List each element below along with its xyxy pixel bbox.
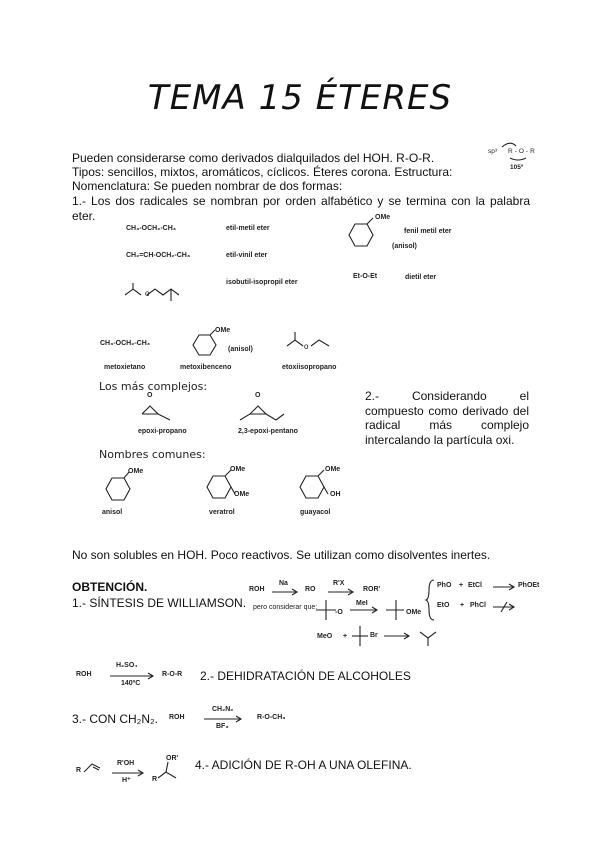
williamson-heading: 1.- SÍNTESIS DE WILLIAMSON. bbox=[72, 596, 247, 610]
name-phenyl-methyl-ether: fenil metil eter bbox=[404, 228, 452, 235]
ome-label-1: OMe bbox=[375, 214, 391, 221]
d-h2so4: H₂SO₄ bbox=[116, 662, 138, 669]
o-h-plus: H⁺ bbox=[122, 777, 131, 784]
ome-guayacol: OMe bbox=[325, 466, 341, 473]
w-br: Br bbox=[370, 632, 378, 639]
intro-line-2: Tipos: sencillos, mixtos, aromáticos, cíclicos. Éteres corona. Estructura: bbox=[72, 165, 453, 179]
c-arrow bbox=[204, 716, 244, 722]
w-brace bbox=[428, 580, 436, 620]
w-phcl: PhCl bbox=[470, 602, 486, 609]
formula-ethyl-vinyl: CH₂=CH-OCH₂-CH₃ bbox=[126, 252, 191, 259]
d-roh: ROH bbox=[76, 671, 92, 678]
epoxypentane-structure bbox=[240, 402, 288, 426]
w-arrow-2 bbox=[328, 589, 356, 595]
formula-methoxyethane: CH₃-OCH₂-CH₃ bbox=[100, 340, 151, 347]
guaiacol-ring bbox=[296, 472, 328, 504]
formula-ethyl-methyl: CH₃-OCH₂-CH₃ bbox=[126, 225, 177, 232]
w-crossed-arrow bbox=[493, 601, 517, 613]
o-r: R bbox=[76, 767, 82, 774]
name-guayacol: guayacol bbox=[300, 509, 331, 516]
intro-line-3: Nomenclatura: Se pueden nombrar de dos formas: bbox=[72, 179, 343, 193]
name-veratrol: veratrol bbox=[209, 509, 235, 516]
name-isobutyl-isopropyl-ether: isobutil-isopropil eter bbox=[226, 279, 298, 286]
ether-structure-diagram bbox=[488, 140, 540, 178]
o-product-skeleton bbox=[158, 760, 184, 784]
c-ch2n2: CH₂N₂ bbox=[212, 706, 234, 713]
o-alkene bbox=[84, 762, 104, 776]
w-rx: R'X bbox=[333, 580, 345, 587]
c-roch3: R-O-CH₃ bbox=[257, 714, 286, 721]
diazomethane-heading: 3.- CON CH₂N₂. bbox=[72, 712, 158, 726]
name-ethyl-vinyl-ether: etil-vinil eter bbox=[226, 252, 268, 259]
obtencion-heading: OBTENCIÓN. bbox=[72, 580, 148, 594]
intro-line-1: Pueden considerarse como derivados dialquilados del HOH. R-O-R. bbox=[72, 151, 435, 165]
heading-mas-complejos: Los más complejos: bbox=[99, 380, 208, 393]
d-arrow bbox=[110, 673, 156, 679]
w-phoet: PhOEt bbox=[518, 582, 540, 589]
w-plus: + bbox=[343, 633, 348, 640]
benzene-ring-2 bbox=[190, 333, 218, 359]
method-2-text: 2.- Considerando el compuesto como derivado del radical más complejo intercalando la partícula oxi. bbox=[365, 389, 529, 447]
intro-line-4: 1.- Los dos radicales se nombran por orden alfabético y se termina con la palabra eter. bbox=[72, 194, 530, 223]
c-roh: ROH bbox=[169, 714, 185, 721]
name-anisol: anisol bbox=[102, 509, 123, 516]
isobutyl-isopropyl-skeleton bbox=[125, 283, 195, 308]
name-metoxibenceno: metoxibenceno bbox=[180, 364, 232, 371]
w-arrow-1 bbox=[272, 589, 300, 595]
name-epoxi-propano: epoxi-propano bbox=[138, 428, 187, 435]
name-epoxi-pentano: 2,3-epoxi-pentano bbox=[238, 428, 298, 435]
ethoxyisopropane-skeleton bbox=[287, 330, 337, 356]
epoxide-o-2: O bbox=[255, 392, 261, 399]
ome-veratrol-1: OMe bbox=[230, 466, 246, 473]
epoxypropane-structure bbox=[140, 402, 176, 424]
o-r-product: R bbox=[152, 776, 158, 783]
w-ror: ROR' bbox=[363, 586, 381, 593]
o-roh: R'OH bbox=[117, 760, 135, 767]
name-etoxiisopropano: etoxiisopropano bbox=[282, 364, 337, 371]
veratrol-ring bbox=[203, 472, 235, 504]
anisol-ring bbox=[102, 474, 132, 504]
w-plus-2: + bbox=[459, 582, 464, 589]
d-ror: R-O-R bbox=[162, 671, 183, 678]
d-temp: 140ºC bbox=[121, 680, 141, 687]
w-meo: MeO bbox=[317, 633, 333, 640]
w-eto: EtO bbox=[437, 602, 450, 609]
w-plus-3: + bbox=[460, 602, 465, 609]
benzene-ring-1 bbox=[345, 222, 375, 250]
formula-diethyl: Et-O-Et bbox=[353, 273, 378, 280]
w-roh: ROH bbox=[249, 586, 265, 593]
dehydration-heading: 2.- DEHIDRATACIÓN DE ALCOHOLES bbox=[200, 669, 411, 683]
heading-nombres-comunes: Nombres comunes: bbox=[99, 448, 206, 461]
w-pho: PhO bbox=[437, 582, 452, 589]
epoxide-o-1: O bbox=[147, 392, 153, 399]
w-ome: OMe bbox=[406, 609, 422, 616]
oh-guayacol: OH bbox=[330, 491, 341, 498]
w-ro: RO bbox=[305, 586, 316, 593]
angle-label: 105º bbox=[510, 164, 524, 171]
w-arrow-3 bbox=[493, 584, 517, 590]
solubility-text: No son solubles en HOH. Poco reactivos. Se utilizan como disolventes inertes. bbox=[72, 548, 491, 562]
hybridization-label: sp³ bbox=[488, 148, 498, 155]
w-etcl: EtCl bbox=[468, 582, 482, 589]
w-na: Na bbox=[279, 580, 288, 587]
name-metoxietano: metoxietano bbox=[104, 364, 146, 371]
anisol-paren-2: (anisol) bbox=[228, 346, 253, 353]
ome-veratrol-2: OMe bbox=[234, 491, 250, 498]
ome-label-2: OMe bbox=[215, 327, 231, 334]
name-ethyl-methyl-ether: etil-metil eter bbox=[226, 225, 270, 232]
o-or: OR' bbox=[166, 755, 179, 762]
anisol-paren: (anisol) bbox=[392, 243, 417, 250]
w-mei: MeI bbox=[356, 600, 368, 607]
ror-label: R-O-R bbox=[508, 148, 537, 155]
olefin-heading: 4.- ADICIÓN DE R-OH A UNA OLEFINA. bbox=[195, 758, 412, 772]
w-pero-considerar: pero considerar que: bbox=[253, 604, 318, 611]
page-title: TEMA 15 ÉTERES bbox=[147, 78, 453, 118]
oxygen-label: o bbox=[145, 289, 150, 298]
c-bf3: BF₃ bbox=[216, 723, 229, 730]
ome-anisol: OMe bbox=[128, 468, 144, 475]
w-o-minus: -O bbox=[335, 609, 343, 616]
name-diethyl-ether: dietil eter bbox=[405, 274, 437, 281]
oxygen-label-2: o bbox=[304, 342, 309, 351]
